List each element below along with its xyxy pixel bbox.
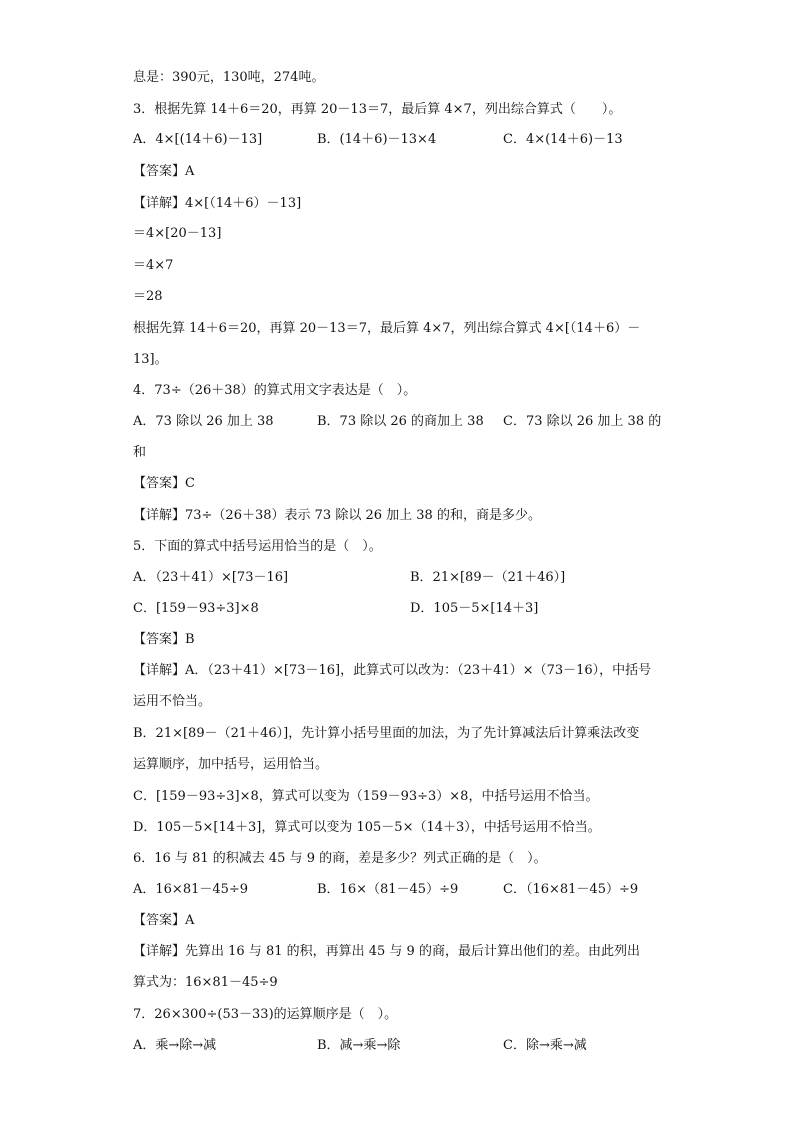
text-line: 息是：390元，130吨，274吨。 [133, 70, 325, 85]
explanation-line: ＝28 [133, 289, 163, 304]
explanation-line: 【详解】4×[（14＋6）－13] [133, 196, 302, 211]
q4-option-c: C．73 除以 26 加上 38 的 [503, 414, 662, 429]
q7-option-c: C．除→乘→减 [503, 1038, 587, 1053]
explanation-line: 算式为：16×81－45÷9 [133, 975, 278, 990]
explanation-line: 【详解】A．（23＋41）×[73－16]，此算式可以改为：（23＋41）×（73－16），中括号 [133, 663, 652, 678]
question-6: 6．16 与 81 的积减去 45 与 9 的商，差是多少？列式正确的是（ ）。 [133, 851, 547, 866]
q5-option-b: B．21×[89－（21＋46）] [410, 570, 566, 585]
q5-option-a: A．（23＋41）×[73－16] [133, 570, 289, 585]
explanation-line: B．21×[89－（21＋46）]，先计算小括号里面的加法，为了先计算减法后计算乘法改变 [133, 726, 640, 741]
explanation-line: ＝4×[20－13] [133, 226, 222, 241]
q4-option-a: A．73 除以 26 加上 38 [133, 414, 274, 429]
q3-option-c: C．4×(14＋6)－13 [503, 132, 623, 147]
q5-option-d: D．105－5×[14＋3] [410, 601, 539, 616]
explanation-line: 13]。 [133, 352, 168, 367]
question-7: 7．26×300÷(53－33)的运算顺序是（ ）。 [133, 1007, 398, 1022]
explanation-line: 【详解】先算出 16 与 81 的积，再算出 45 与 9 的商，最后计算出他们的差。由此列出 [133, 944, 640, 959]
explanation-line: C．[159－93÷3]×8，算式可以变为（159－93÷3）×8，中括号运用不恰当。 [133, 789, 599, 804]
q7-option-a: A．乘→除→减 [133, 1038, 217, 1053]
q3-option-b: B．(14＋6)－13×4 [317, 132, 437, 147]
answer-label: 【答案】C [133, 476, 195, 491]
question-5: 5．下面的算式中括号运用恰当的是（ ）。 [133, 539, 382, 554]
answer-label: 【答案】B [133, 632, 195, 647]
answer-label: 【答案】A [133, 913, 195, 928]
question-4: 4．73÷（26＋38）的算式用文字表达是（ ）。 [133, 383, 417, 398]
explanation-line: 根据先算 14＋6＝20，再算 20－13＝7，最后算 4×7，列出综合算式 4×[（14＋6）－ [133, 321, 641, 336]
q3-option-a: A．4×[(14＋6)－13] [133, 132, 263, 147]
explanation-line: 运算顺序，加中括号，运用恰当。 [133, 757, 329, 772]
answer-label: 【答案】A [133, 164, 195, 179]
q7-option-b: B．减→乘→除 [317, 1038, 401, 1053]
explanation-line: 运用不恰当。 [133, 694, 212, 709]
q6-option-a: A．16×81－45÷9 [133, 882, 249, 897]
q6-option-b: B．16×（81－45）÷9 [317, 882, 459, 897]
q6-option-c: C．（16×81－45）÷9 [503, 882, 639, 897]
q4-option-b: B．73 除以 26 的商加上 38 [317, 414, 484, 429]
question-3: 3．根据先算 14＋6＝20，再算 20－13＝7，最后算 4×7，列出综合算式（ ）。 [133, 102, 622, 117]
text-line: 和 [133, 445, 147, 460]
explanation-line: D．105－5×[14＋3]，算式可以变为 105－5×（14＋3），中括号运用不恰当。 [133, 820, 601, 835]
explanation-line: 【详解】73÷（26＋38）表示 73 除以 26 加上 38 的和，商是多少。 [133, 508, 541, 523]
explanation-line: ＝4×7 [133, 258, 174, 273]
q5-option-c: C．[159－93÷3]×8 [133, 601, 259, 616]
